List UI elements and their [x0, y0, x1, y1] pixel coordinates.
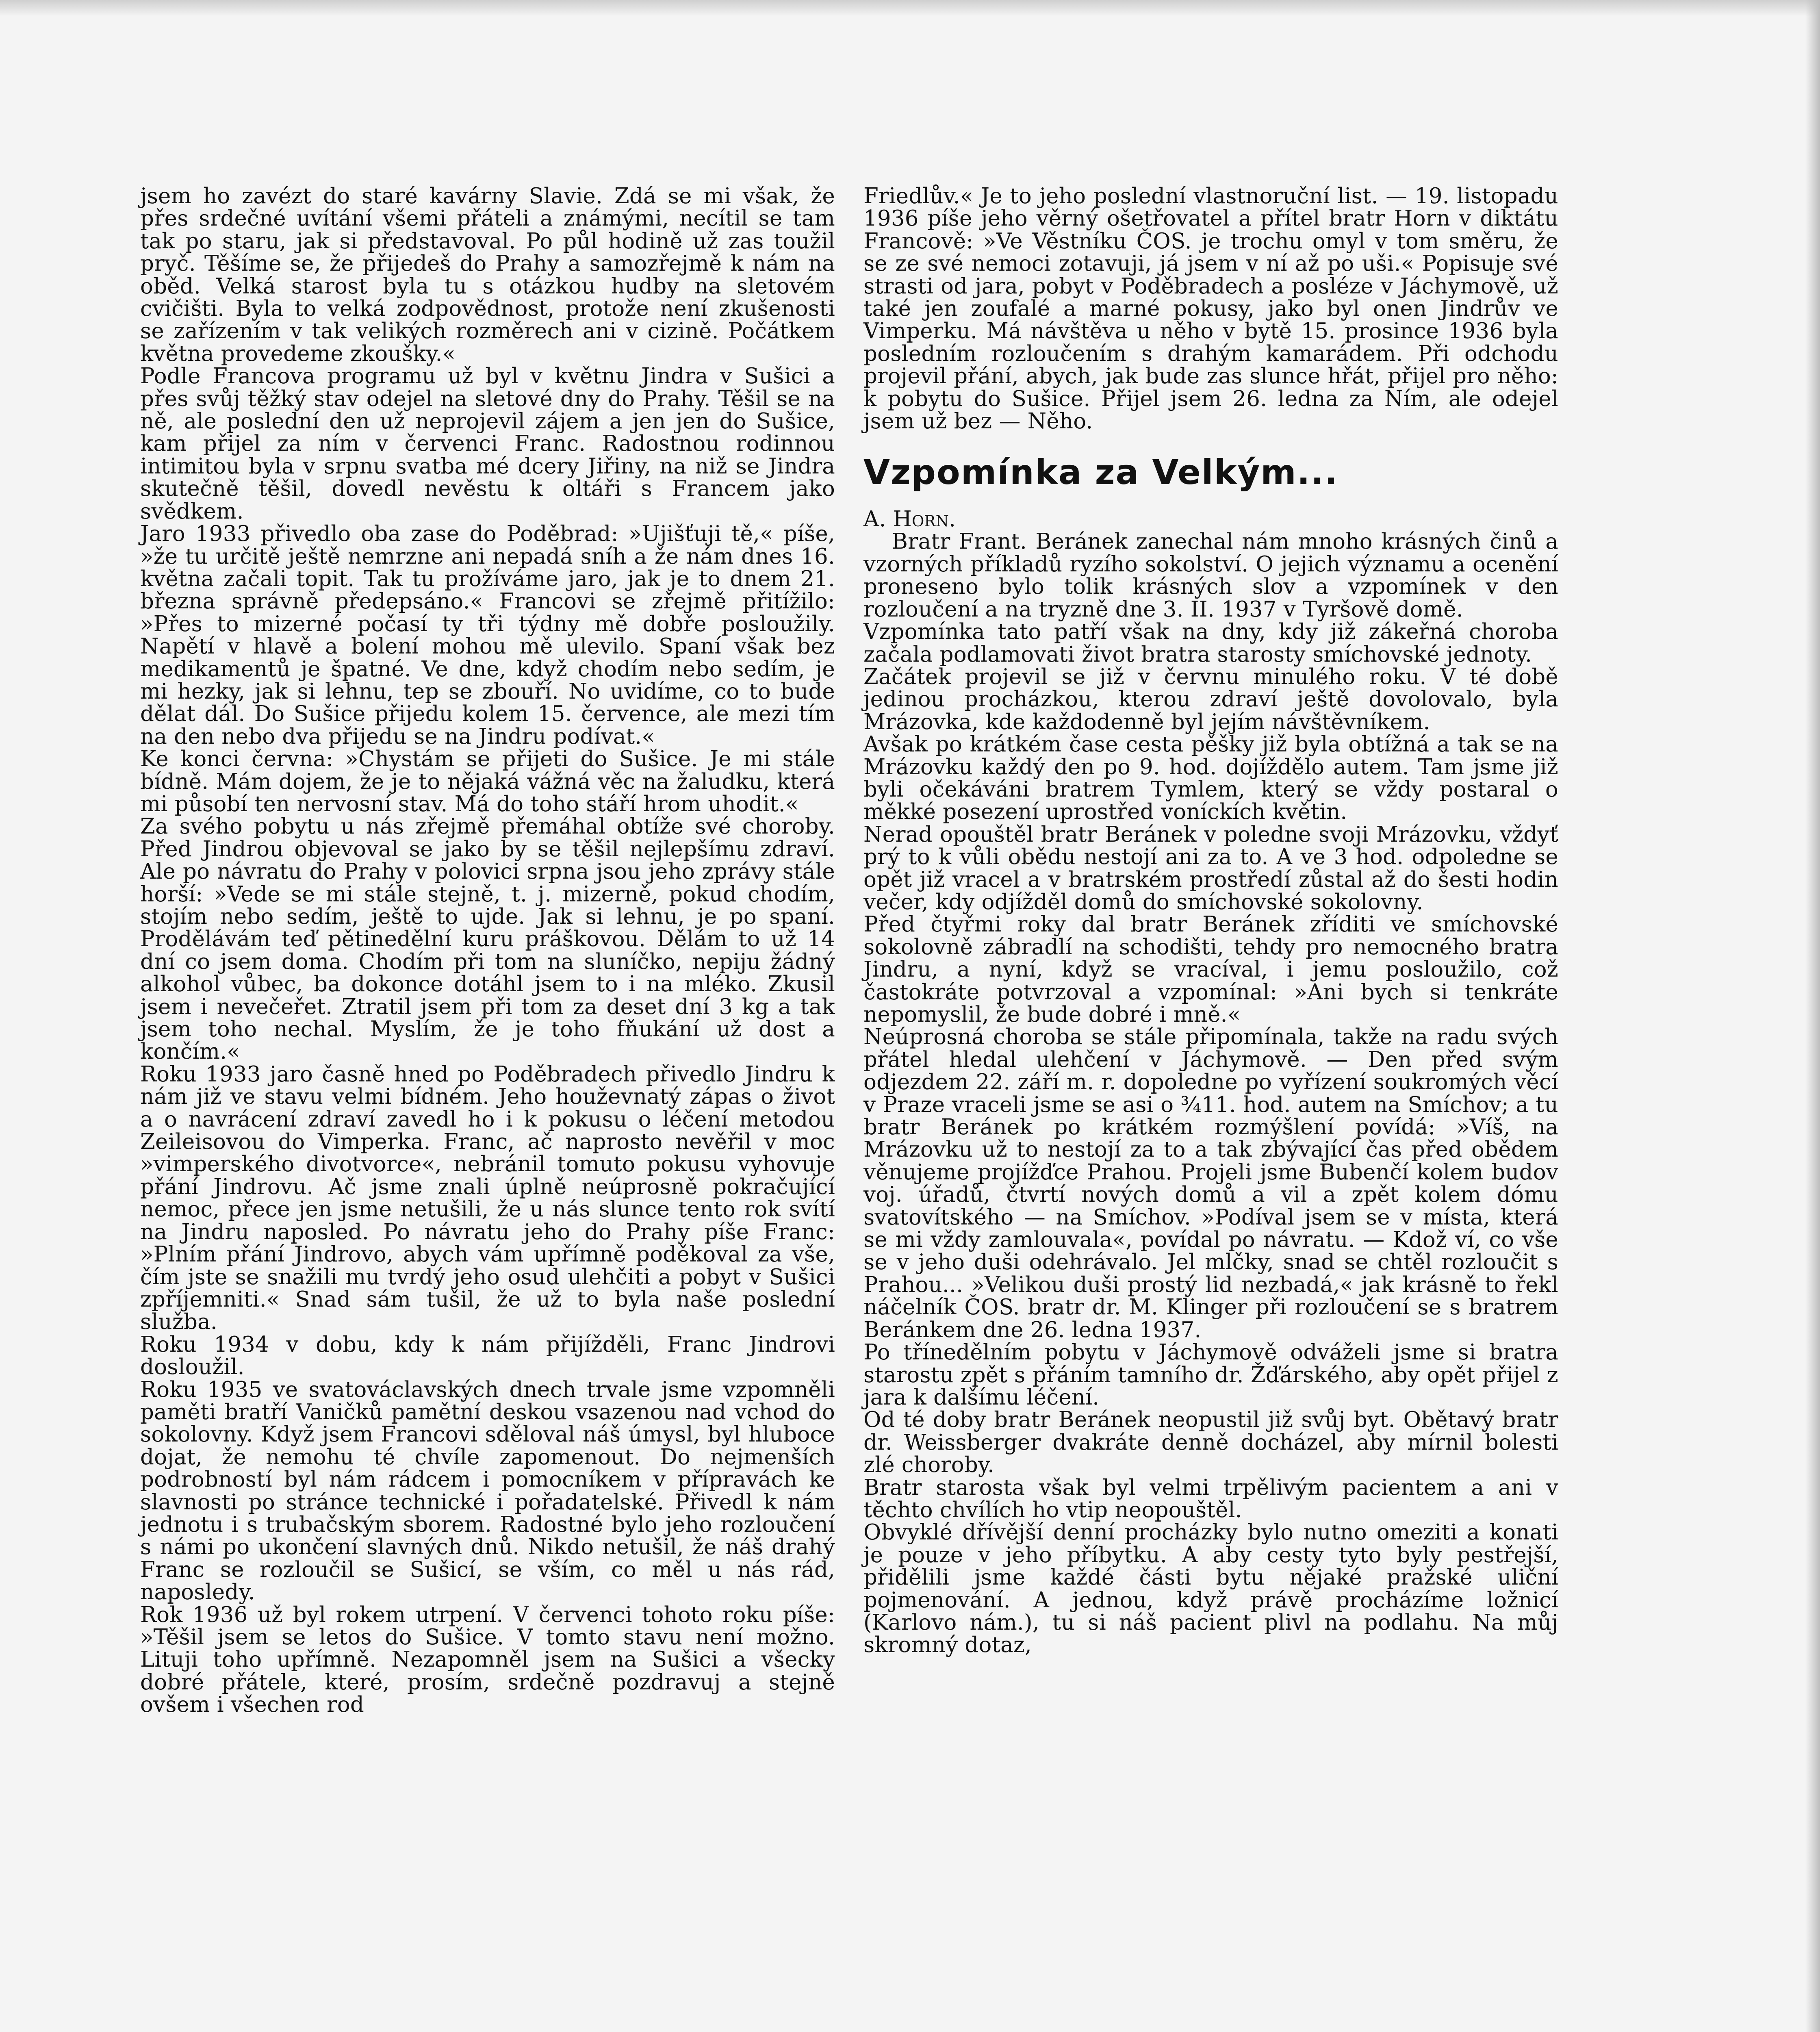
right-paragraph-9: Od té doby bratr Beránek neopustil již svůj byt. Obětavý bratr dr. Weissberger dvakráte denně docházel, aby mírnil bolesti zlé choroby. — [863, 1407, 1558, 1478]
right-paragraph-2: Vzpomínka tato patří však na dny, kdy již zákeřná choroba začala podlamovati život bratra starosty smíchovské jednoty. — [863, 619, 1558, 667]
right-paragraph-6: Před čtyřmi roky dal bratr Beránek zříditi ve smíchovské sokolovně zábradlí na schodišti, tehdy pro nemocného bratra Jindru, a nyní, když se vracíval, i jemu posloužilo, což častokráte potvrzoval a vzpomínal: »Ani bych si tenkráte nepomyslil, že bude dobré i mně.« — [863, 912, 1558, 1027]
right-paragraph-5: Nerad opouštěl bratr Beránek v poledne svoji Mrázovku, vždyť prý to k vůli obědu nestojí ani za to. A ve 3 hod. odpoledne se opět již vracel a v bratrském prostředí zůstal až do šesti hodin večer, kdy odjížděl domů do smíchovské sokolovny. — [863, 822, 1558, 914]
left-paragraph-7: Roku 1934 v dobu, kdy k nám přijížděli, Franc Jindrovi dosloužil. — [140, 1332, 835, 1380]
right-column — [863, 185, 1558, 1656]
left-paragraph-5: Za svého pobytu u nás zřejmě přemáhal obtíže své choroby. Před Jindrou objevoval se jako by se těšil nejlepšímu zdraví. Ale po návratu do Prahy v polovici srpna jsou jeho zprávy stále horší: »Vede se mi stále stejně, t. j. mizerně, pokud chodím, stojím nebo sedím, ještě to ujde. Jak si lehnu, je po spaní. Prodělávám teď pětinedělní kuru práškovou. Dělám to už 14 dní co jsem doma. Chodím při tom na sluníčko, nepiju žádný alkohol vůbec, ba dokonce dotáhl jsem to i na mléko. Zkusil jsem i nevečeřet. Ztratil jsem při tom za deset dní 3 kg a tak jsem toho nechal. Myslím, že je toho fňukání už dost a končím.« — [140, 814, 835, 1064]
article-author: A. Horn. — [863, 507, 956, 532]
right-paragraph-10: Bratr starosta však byl velmi trpělivým pacientem a ani v těchto chvílích ho vtip neopouštěl. — [863, 1475, 1558, 1522]
right-paragraph-3: Začátek projevil se již v červnu minulého roku. V té době jedinou procházkou, kterou zdraví ještě dovolovalo, byla Mrázovka, kde každodenně byl jejím návštěvníkem. — [863, 664, 1558, 734]
right-paragraph-7: Neúprosná choroba se stále připomínala, takže na radu svých přátel hledal ulehčení v Jáchymově. — Den před svým odjezdem 22. září m. r. dopoledne po vyřízení soukromých věcí v Praze vraceli jsme se asi o ¾11. hod. autem na Smíchov; a tu bratr Beránek po krátkém rozmýšlení povídá: »Víš, na Mrázovku už to nestojí za to a tak zbývající čas před obědem věnujeme projížďce Prahou. Projeli jsme Bubenčí kolem budov voj. úřadů, čtvrtí nových domů a vil a zpět kolem dómu svatovítského — na Smíchov. »Podíval jsem se v místa, která se mi vždy zamlouvala«, povídal po návratu. — Kdož ví, co vše se v jeho duši odehrávalo. Jel mlčky, snad se chtěl rozloučit s Prahou... »Velikou duši prostý lid nezbadá,« jak krásně to řekl náčelník ČOS. bratr dr. M. Klinger při rozloučení se s bratrem Beránkem dne 26. ledna 1937. — [863, 1025, 1558, 1342]
scan-edge-right — [1805, 0, 1820, 2032]
scan-edge-top — [0, 0, 1820, 16]
left-paragraph-8: Roku 1935 ve svatováclavských dnech trvale jsme vzpomněli paměti bratří Vaničků pamětní deskou vsazenou nad vchod do sokolovny. Když jsem Francovi sděloval náš úmysl, byl hluboce dojat, že nemohu té chvíle zapomenout. Do nejmenších podrobností byl nám rádcem i pomocníkem v přípravách ke slavnosti po stránce technické i pořadatelské. Přivedl k nám jednotu i s trubačským sborem. Radostné bylo jeho rozloučení s námi po ukončení slavných dnů. Nikdo netušil, že náš drahý Franc se rozloučil se Sušicí, se vším, co měl u nás rád, naposledy. — [140, 1377, 835, 1605]
right-paragraph-4: Avšak po krátkém čase cesta pěšky již byla obtížná a tak se na Mrázovku každý den po 9. hod. dojíždělo autem. Tam jsme již byli očekáváni bratrem Tymlem, který se vždy postaral o měkké posezení uprostřed voníckích květin. — [863, 732, 1558, 825]
right-continuation-paragraph: Friedlův.« Je to jeho poslední vlastnoruční list. — 19. listopadu 1936 píše jeho věrný ošetřovatel a přítel bratr Horn v diktátu Francově: »Ve Věstníku ČOS. je trochu omyl v tom směru, že se ze své nemoci zotavuji, já jsem v ní až po uši.« Popisuje své strasti od jara, pobyt v Poděbradech a posléze v Jáchymově, už také jen zoufalé a marné pokusy, jako byl onen Jindrův ve Vimperku. Má návštěva u něho v bytě 15. prosince 1936 byla posledním rozloučením s drahým kamarádem. Při odchodu projevil přání, abych, jak bude zas slunce hřát, přijel pro něho: k pobytu do Sušice. Přijel jsem 26. ledna za Ním, ale odejel jsem už bez — Něho. — [863, 184, 1558, 434]
right-paragraph-11: Obvyklé dřívější denní procházky bylo nutno omeziti a konati je pouze v jeho příbytku. A aby cesty tyto byly pestřejší, přidělili jsme každé části bytu nějaké pražské uliční pojmenování. A jednou, když právě procházíme ložnicí (Karlovo nám.), tu si náš pacient plivl na podlahu. Na můj skromný dotaz, — [863, 1520, 1558, 1658]
article-title: Vzpomínka za Velkým... — [863, 452, 1338, 493]
right-paragraph-8: Po třínedělním pobytu v Jáchymově odváželi jsme si bratra starostu zpět s přáním tamního dr. Žďárského, aby opět přijel z jara k dalšímu léčení. — [863, 1340, 1558, 1410]
left-paragraph-3: Jaro 1933 přivedlo oba zase do Poděbrad: »Ujišťuji tě,« píše, »že tu určitě ještě nemrzne ani nepadá sníh a že nám dnes 16. května začali topit. Tak tu prožíváme jaro, jak je to dnem 21. března správně předepsáno.« Francovi se zřejmě přitížilo: »Přes to mizerné počasí ty tři týdny mě dobře posloužily. Napětí v hlavě a bolení mohou mě ulevilo. Spaní však bez medikamentů je špatné. Ve dne, když chodím nebo sedím, je mi hezky, jak si lehnu, tep se zbouří. No uvidíme, co to bude dělat dál. Do Sušice přijedu kolem 15. července, ale mezi tím na den nebo dva přijedu se na Jindru podívat.« — [140, 521, 835, 749]
right-paragraph-1: Bratr Frant. Beránek zanechal nám mnoho krásných činů a vzorných příkladů ryzího sokolství. O jejich významu a ocenění proneseno bylo tolik krásných slov a vzpomínek v den rozloučení a na tryzně dne 3. II. 1937 v Tyršově domě. — [863, 529, 1558, 622]
left-paragraph-9: Rok 1936 už byl rokem utrpení. V červenci tohoto roku píše: »Těšil jsem se letos do Sušice. V tomto stavu není možno. Lituji toho upřímně. Nezapomněl jsem na Sušici a všecky dobré přátele, které, prosím, srdečně pozdravuj a stejně ovšem i všechen rod — [140, 1602, 835, 1717]
left-column — [140, 185, 835, 1716]
left-paragraph-6: Roku 1933 jaro časně hned po Poděbradech přivedlo Jindru k nám již ve stavu velmi bídném. Jeho houževnatý zápas o život a o navrácení zdraví zavedl ho i k pokusu o léčení metodou Zeileisovou do Vimperka. Franc, ač naprosto nevěřil v moc »vimperského divotvorce«, nebránil tomuto pokusu vyhovuje přání Jindrovu. Ač jsme znali úplně neúprosně pokračující nemoc, přece jen jsme netušili, že u nás slunce tento rok svítí na Jindru naposled. Po návratu jeho do Prahy píše Franc: »Plním přání Jindrovo, abych vám upřímně poděkoval za vše, čím jste se snažili mu tvrdý jeho osud ulehčiti a pobyt v Sušici zpříjemniti.« Snad sám tušil, že už to byla naše poslední služba. — [140, 1062, 835, 1335]
left-paragraph-2: Podle Francova programu už byl v květnu Jindra v Sušici a přes svůj těžký stav odejel na sletové dny do Prahy. Těšil se na ně, ale poslední den už neprojevil zájem a jen jen do Sušice, kam přijel za ním v červenci Franc. Radostnou rodinnou intimitou byla v srpnu svatba mé dcery Jiřiny, na niž se Jindra skutečně těšil, dovedl nevěstu k oltáři s Francem jako svědkem. — [140, 364, 835, 524]
left-paragraph-4: Ke konci června: »Chystám se přijeti do Sušice. Je mi stále bídně. Mám dojem, že je to nějaká vážná věc na žaludku, která mi působí ten nervosní stav. Má do toho stáří hrom uhodit.« — [140, 747, 835, 816]
left-paragraph-1: jsem ho zavézt do staré kavárny Slavie. Zdá se mi však, že přes srdečné uvítání všemi přáteli a známými, necítil se tam tak po staru, jak si představoval. Po půl hodině už zas toužil pryč. Těšíme se, že přijedeš do Prahy a samozřejmě k nám na oběd. Velká starost byla tu s otázkou hudby na sletovém cvičišti. Byla to velká zodpovědnost, protože není zkušenosti se zařízením v tak velikých rozměrech ani v cizině. Počátkem května provedeme zkoušky.« — [140, 184, 835, 366]
